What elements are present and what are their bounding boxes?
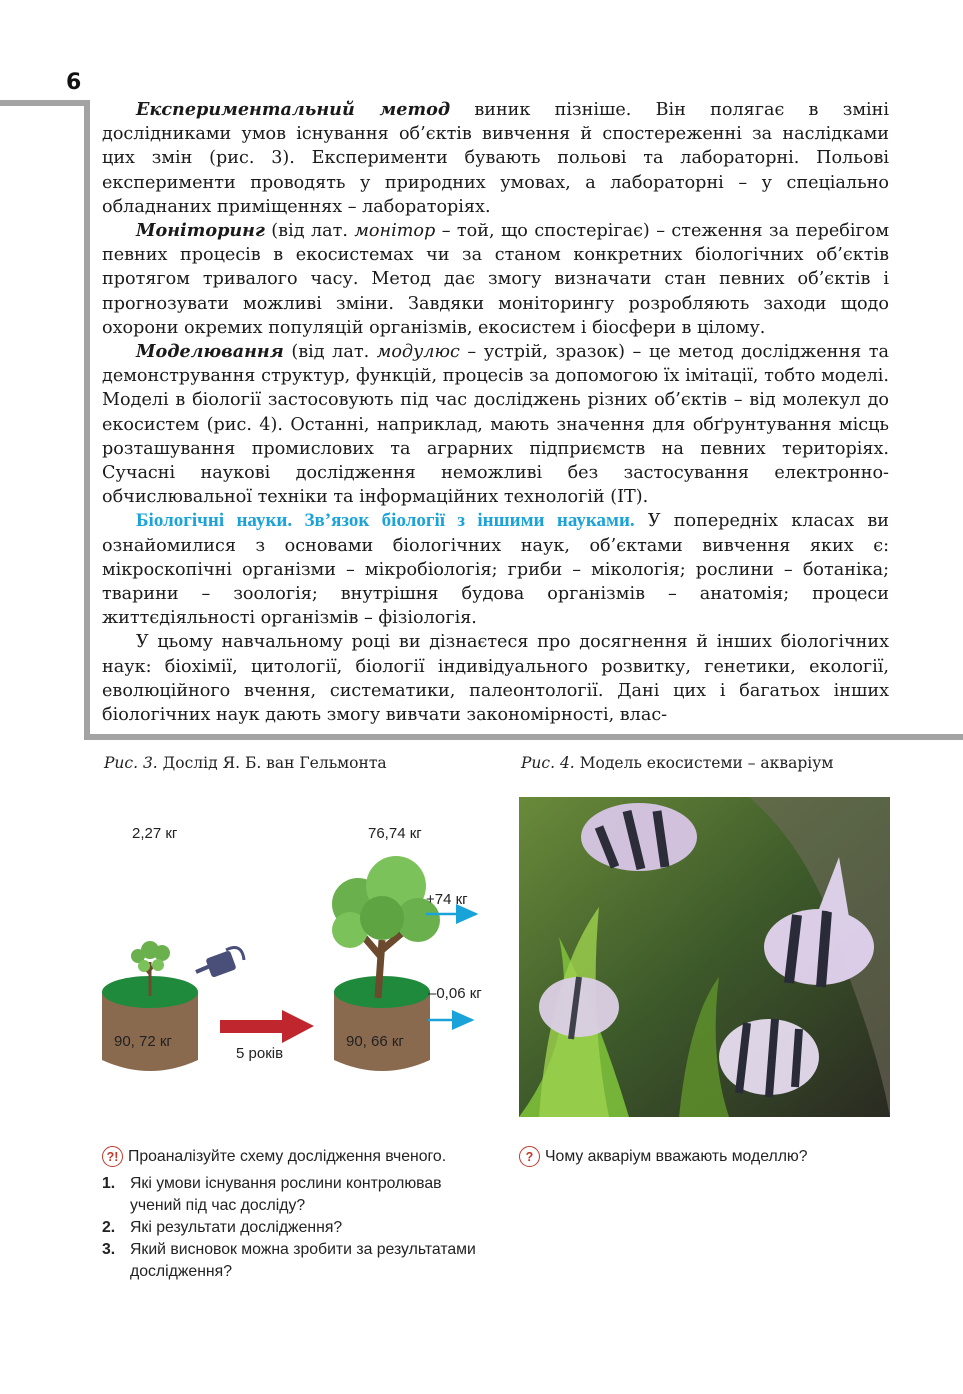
paragraph-monitoring: Моніторинг (від лат. монітор – той, що спостерігає) – стеження за перебігом певних процесів в екосистемах чи за станом конкретних біологічних об’єктів протягом тривалого часу. Метод дає змогу визначати стан певних об’єктів і прогнозувати можливі зміни. Завдяки моніторингу розробляють заходи щодо охорони окремих популяцій організмів, екосистем і біосфери в цілому. — [102, 220, 889, 338]
paragraph-this-year: У цьому навчальному році ви дізнаєтеся про досягнення й інших біологічних наук: біохімії, цитології, біології індивідуального розвитку, генетики, екології, еволюційного вчення, систематики, палеонтології. Дані цих і багатьох інших біологічних наук дають змогу вивчати закономірності, влас- — [102, 632, 889, 726]
paragraph-modeling: Моделювання (від лат. модулюс – устрій, зразок) – це метод дослідження та демонстрування структур, функцій, процесів за допомогою їх імітації, тобто моделі. Моделі в біології застосовують під час досліджень різних об’єктів – від молекул до екосистем (рис. 4). Останні, наприклад, мають значення для обґрунтування місць розташування промислових та аграрних підприємств на певних територіях. Сучасні наукові дослідження неможливі без застосування електронно-обчислювальної техніки та інформаційних технологій (ІТ). — [102, 341, 889, 508]
term-modeling: Моделювання — [136, 341, 284, 363]
body-text — [102, 98, 889, 727]
time-arrow — [220, 1010, 314, 1043]
paragraph-text: – устрій, зразок) – це метод дослідження та демонстрування структур, функцій, процесів за допомогою їх імітації, тобто моделі. Моделі в біології застосовують під час досліджень різних об’єктів – від молекул до екосистем (рис. 4). Останні, наприклад, мають значення для обґрунтування місць розташування промислових та аграрних підприємств на певних територіях. Сучасні наукові дослідження неможливі без застосування електронно-обчислювальної техніки та інформаційних технологій (ІТ). — [102, 342, 889, 508]
list-item: 1. Які умови існування рослини контролював учений під час досліду? — [102, 1175, 442, 1214]
van-helmont-diagram — [96, 790, 496, 1110]
term-monitoring: Моніторинг — [136, 220, 265, 242]
pot-after — [332, 856, 440, 1071]
question-list — [102, 1173, 494, 1283]
fish-1 — [581, 803, 697, 871]
figure3-caption: Рис. 3. Дослід Я. Б. ван Гельмонта — [104, 754, 387, 772]
gain-label: +74 кг — [426, 891, 468, 908]
pot-before — [102, 941, 198, 1071]
list-item: 3. Який висновок можна зробити за результатами дослідження? — [102, 1241, 476, 1280]
duration-label: 5 років — [236, 1045, 284, 1062]
frame-border-top — [0, 100, 90, 106]
questions-figure4 — [519, 1146, 808, 1167]
section-heading: Біологічні науки. Зв’язок біології з іншими науками. — [136, 510, 635, 532]
latin-word: монітор — [354, 221, 436, 242]
paragraph-biological-sciences — [102, 509, 889, 630]
soil-after-mass: 90, 66 кг — [346, 1033, 404, 1050]
soil-before-mass: 90, 72 кг — [114, 1033, 172, 1050]
loss-label: –0,06 кг — [428, 985, 482, 1002]
plant-before-mass: 2,27 кг — [132, 825, 178, 842]
questions-figure3 — [102, 1146, 494, 1283]
question-prompt: Проаналізуйте схему дослідження вченого. — [128, 1147, 447, 1165]
question-icon: ? — [519, 1146, 540, 1167]
question-exclamation-icon: ?! — [102, 1146, 123, 1167]
plant-after-mass: 76,74 кг — [368, 825, 422, 842]
question-prompt: Чому акваріум вважають моделлю? — [545, 1147, 808, 1165]
latin-word: модулюс — [376, 342, 460, 363]
aquarium-photo — [519, 797, 890, 1117]
paragraph-text: – той, що спостерігає) – стеження за перебігом певних процесів в екосистемах чи за станом конкретних біологічних об’єктів протягом тривалого часу. Метод дає змогу визначати стан певних об’єктів і прогнозувати можливі зміни. Завдяки моніторингу розробляють заходи щодо охорони окремих популяцій організмів, екосистем і біосфери в цілому. — [102, 221, 889, 338]
paragraph-text: У попередніх класах ви ознайомилися з основами біологічних наук, об’єктами вивчення яких є: мікроскопічні організми – мікробіологія; гриби – мікологія; рослини – ботаніка; тварини – зоологія; внутрішня будова організмів – анатомія; процеси життєдіяльності організмів – фізіологія. — [102, 511, 889, 629]
figure4-caption: Рис. 4. Модель екосистеми – акваріум — [521, 754, 834, 772]
paragraph-experimental-method — [102, 98, 889, 219]
term-experimental-method: Експериментальний метод — [136, 99, 451, 120]
frame-border-bottom — [84, 734, 963, 740]
paragraph-text: виник пізніше. Він полягає в зміні дослідниками умов існування об’єктів вивчення й спостереженні за наслідками цих змін (рис. 3). Експерименти бувають польові та лабораторні. Польові експерименти проводять у природних умовах, а лабораторні – у спеціально обладнаних приміщеннях – лабораторіях. — [102, 100, 889, 217]
page-number: 6 — [66, 70, 82, 95]
list-item: 2. Які результати дослідження? — [102, 1219, 343, 1236]
watering-can-icon — [196, 948, 244, 978]
frame-border-left — [84, 100, 90, 740]
